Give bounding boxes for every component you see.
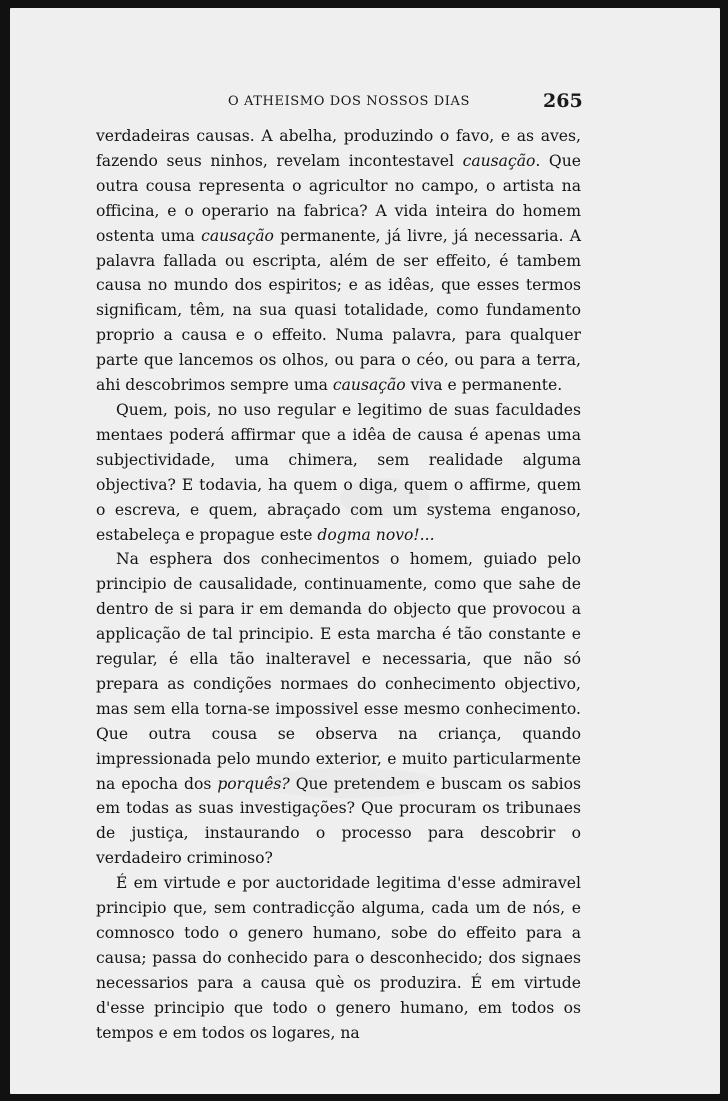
emphasis: causação xyxy=(332,376,406,395)
text-run: É em virtude e por auctoridade legitima d'esse admiravel principio que, sem contradicção alguma, cada um de nós, e comnosco todo o genero humano, sobe do effeito para a causa; passa do conhecido para o desconhecido; dos signaes necessarios para a causa què os produzira. É em virtude d'esse principio que todo o genero humano, em todos os tempos e em todos os logares, na xyxy=(96,874,581,1042)
text-run: permanente, já livre, já necessaria. A palavra fallada ou escripta, além de ser effeito, é tambem causa no mundo dos espiritos; e as idêas, que esses termos significam, têm, na sua quasi totalidade, como fundamento proprio a causa e o effeito. Numa palavra, para qualquer parte que lancemos os olhos, ou para o céo, ou para a terra, ahi descobrimos sempre uma xyxy=(96,226,581,395)
page-number: 265 xyxy=(543,90,583,112)
text-run: Que pretendem e buscam os sabios em todas as suas investigações? Que procuram os tribunaes de justiça, instaurando o processo para descobrir o verdadeiro criminoso? xyxy=(96,774,581,868)
emphasis: dogma novo!... xyxy=(317,525,435,544)
emphasis: causação xyxy=(201,226,274,245)
text-run: viva e permanente. xyxy=(405,376,563,395)
running-title: O ATHEISMO DOS NOSSOS DIAS xyxy=(228,94,470,109)
text-run: verdadeiras causas. A abelha, produzindo o favo, e as aves, fazendo seus ninhos, revelam incontestavel xyxy=(96,127,581,170)
running-header xyxy=(10,90,720,116)
text-run: Quem, pois, no uso regular e legitimo de suas faculdades mentaes poderá affirmar que a idêa de causa é apenas uma subjectividade, uma chimera, sem realidade alguma objectiva? E todavia, ha quem o diga, quem o affirme, quem o escreva, e quem, abraçado com um systema enganoso, estabeleça e propague este xyxy=(96,400,581,544)
body-text xyxy=(96,124,581,1046)
paragraph-1 xyxy=(96,124,581,398)
emphasis: porquês? xyxy=(217,774,290,793)
text-run: . Que outra cousa representa o agricultor no campo, o artista na officina, e o operario na fabrica? A vida inteira do homem ostenta uma xyxy=(96,151,581,245)
paragraph-3 xyxy=(96,547,581,871)
paragraph-2 xyxy=(96,398,581,547)
emphasis: causação xyxy=(462,151,536,170)
book-page xyxy=(10,8,720,1094)
text-run: Na esphera dos conhecimentos o homem, guiado pelo principio de causalidade, continuamente, como que sahe de dentro de si para ir em demanda do objecto que provocou a applicação de tal principio. E esta marcha é tão constante e regular, é ella tão inalteravel e necessaria, que não só prepara as condições normaes do conhecimento objectivo, mas sem ella torna-se impossivel esse mesmo conhecimento. Que outra cousa se observa na criança, quando impressionada pelo mundo exterior, e muito particularmente na epocha dos xyxy=(96,550,581,793)
paragraph-4 xyxy=(96,871,581,1045)
